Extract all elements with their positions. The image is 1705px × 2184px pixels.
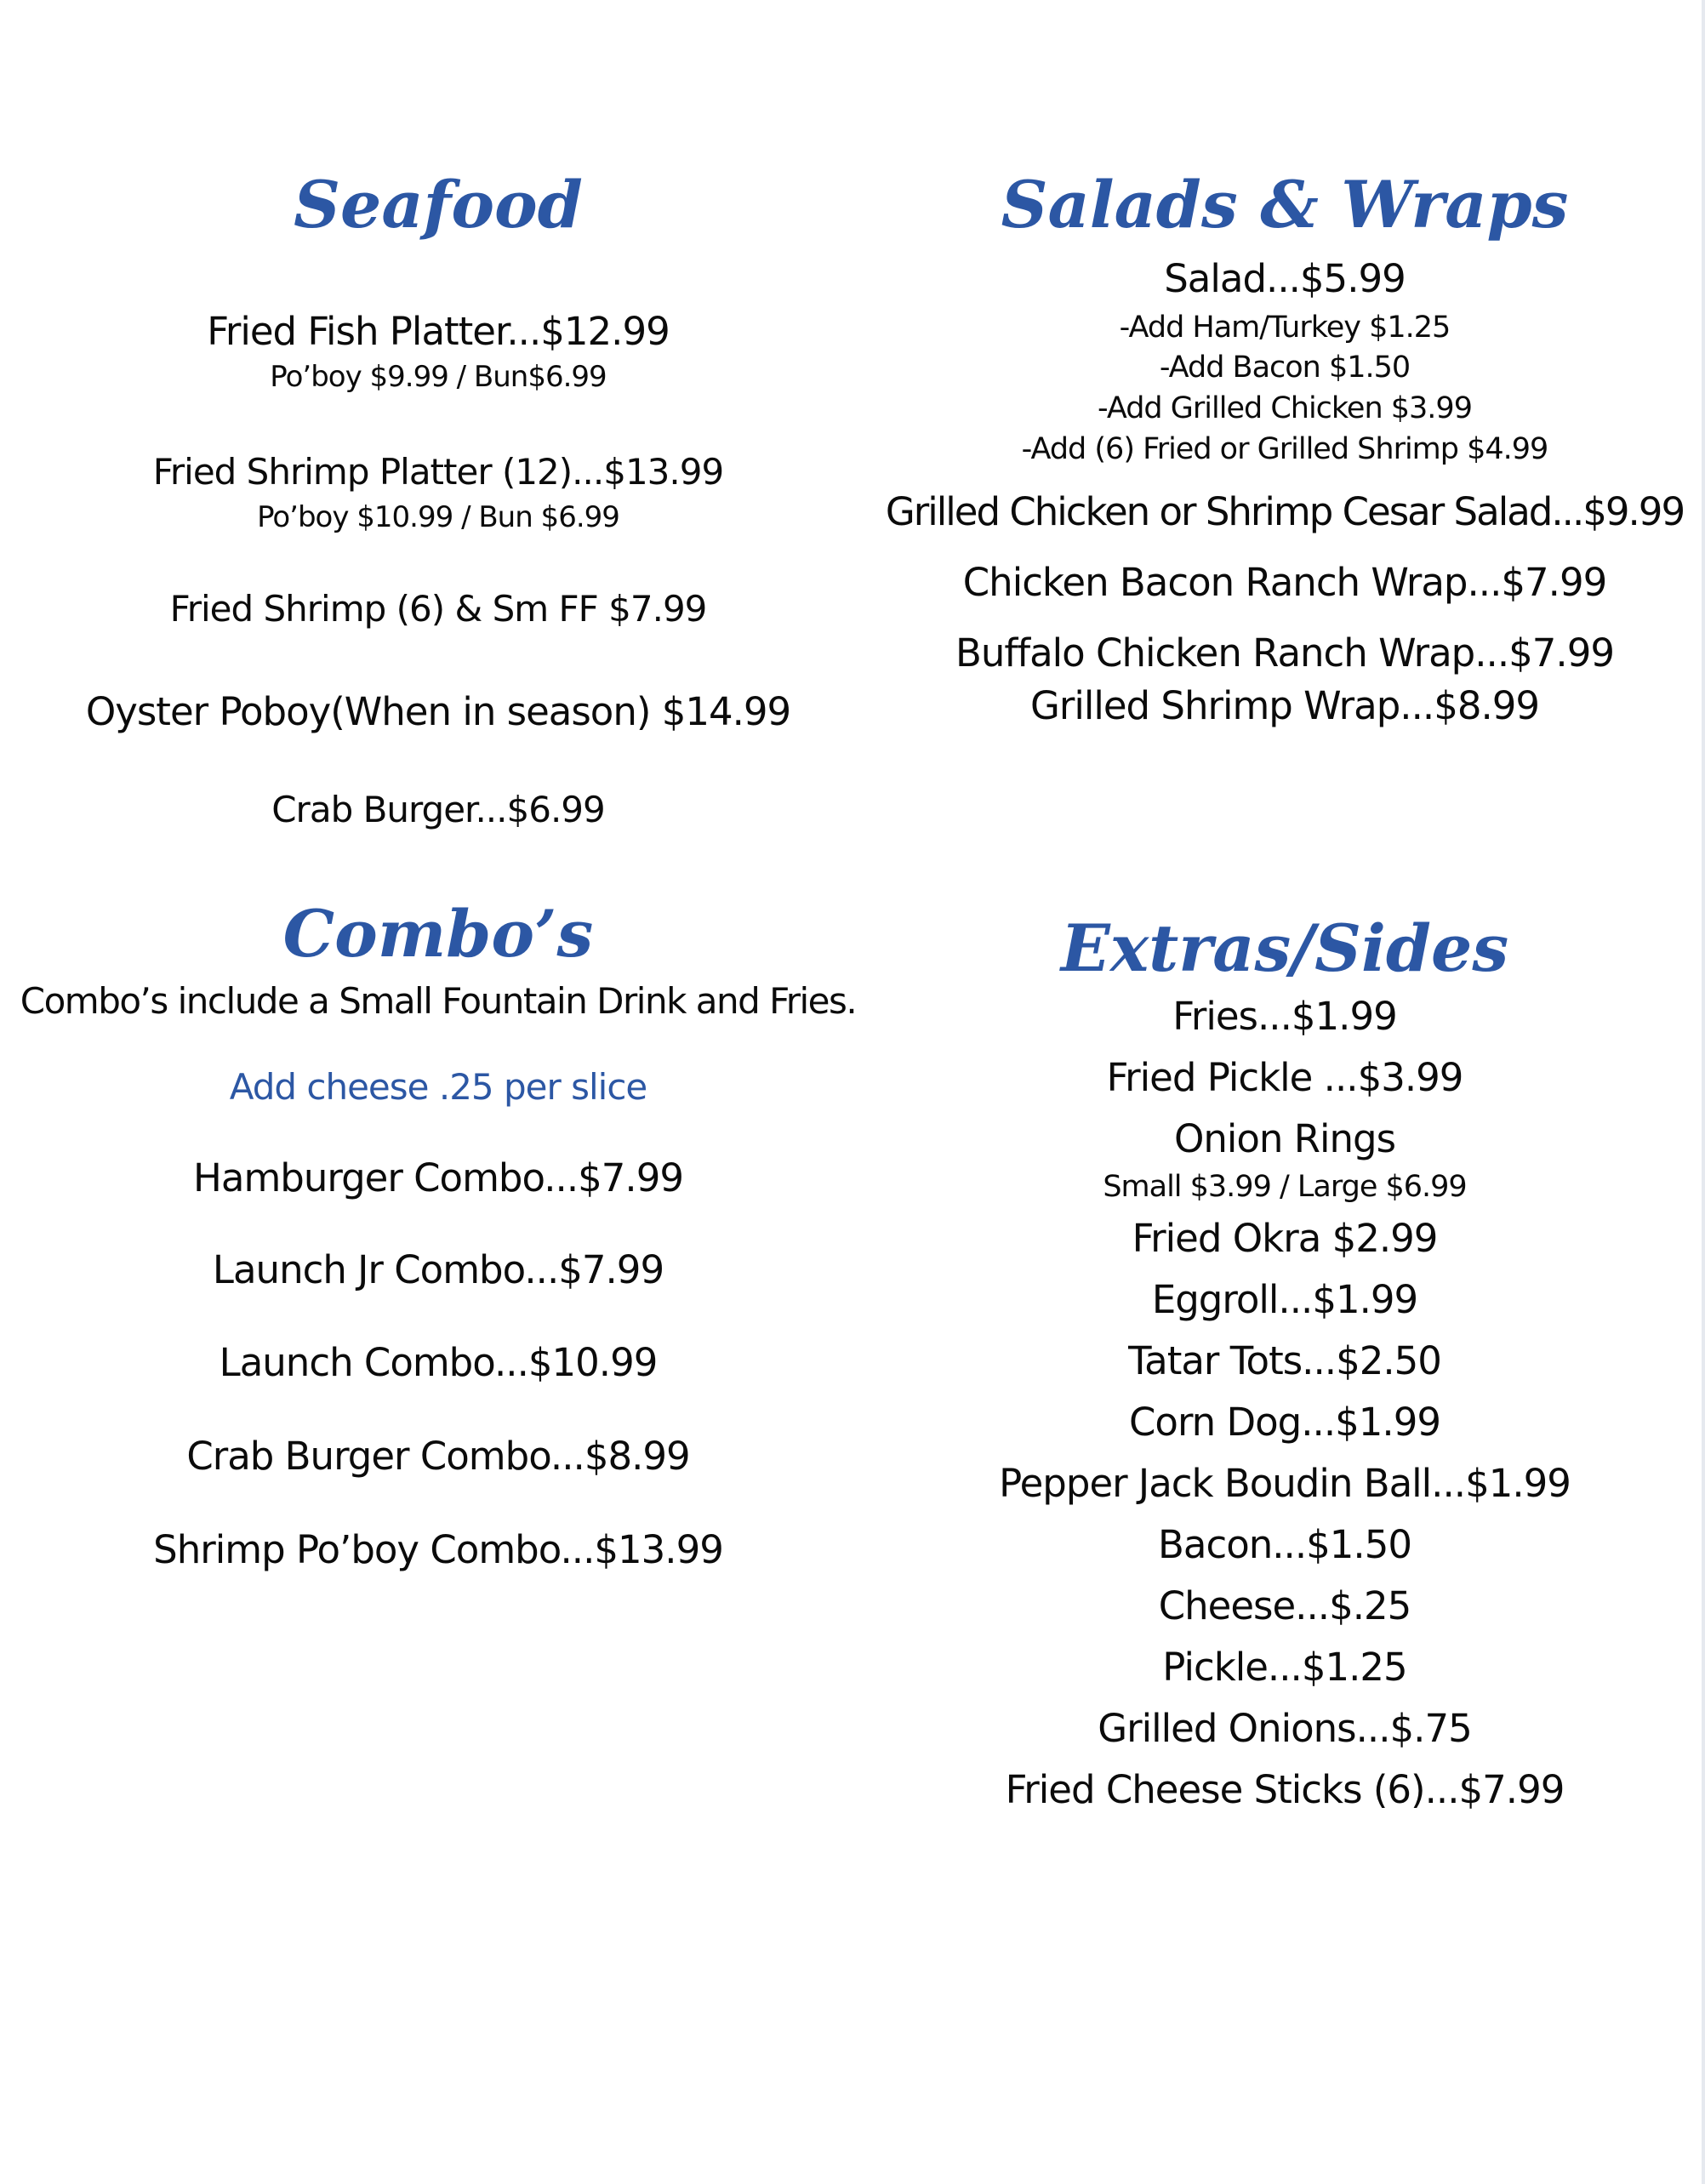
- salads-addon-grilled-chicken: -Add Grilled Chicken $3.99: [1098, 391, 1472, 425]
- extras-item-fried-okra: Fried Okra $2.99: [1132, 1216, 1438, 1261]
- salads-wraps-heading: Salads & Wraps: [1001, 167, 1569, 242]
- seafood-section: [34, 166, 842, 847]
- extras-item-tatar-tots: Tatar Tots...$2.50: [1128, 1338, 1441, 1383]
- salads-item-buffalo-chicken-wrap: Buffalo Chicken Ranch Wrap...$7.99: [955, 630, 1614, 676]
- extras-item-boudin-ball: Pepper Jack Boudin Ball...$1.99: [999, 1461, 1571, 1506]
- extras-item-onion-rings: Onion Rings: [1173, 1116, 1396, 1161]
- salads-item-cesar-salad: Grilled Chicken or Shrimp Cesar Salad...$9.99: [885, 489, 1685, 534]
- combos-heading: Combo’s: [282, 896, 594, 972]
- seafood-item-fried-fish-platter: Fried Fish Platter...$12.99: [207, 309, 670, 354]
- extras-item-cheese: Cheese...$.25: [1158, 1583, 1411, 1628]
- extras-item-pickle: Pickle...$1.25: [1162, 1645, 1407, 1690]
- extras-item-fries: Fries...$1.99: [1172, 994, 1397, 1039]
- combos-item-shrimp-poboy: Shrimp Po’boy Combo...$13.99: [153, 1527, 723, 1572]
- salads-addon-shrimp: -Add (6) Fried or Grilled Shrimp $4.99: [1021, 432, 1548, 466]
- extras-item-grilled-onions: Grilled Onions...$.75: [1098, 1706, 1472, 1751]
- salads-wraps-section: [876, 166, 1693, 744]
- combos-cheese-note: Add cheese .25 per slice: [229, 1066, 647, 1108]
- seafood-item-oyster-poboy: Oyster Poboy(When in season) $14.99: [85, 689, 791, 734]
- seafood-item-fried-shrimp-platter-sub: Po’boy $10.99 / Bun $6.99: [257, 500, 619, 534]
- extras-item-onion-rings-sub: Small $3.99 / Large $6.99: [1103, 1170, 1467, 1204]
- combos-section: [17, 885, 859, 1591]
- salads-addon-bacon: -Add Bacon $1.50: [1159, 351, 1411, 385]
- extras-sides-heading: Extras/Sides: [1060, 910, 1509, 986]
- seafood-item-crab-burger: Crab Burger...$6.99: [271, 789, 605, 830]
- combos-item-crab-burger: Crab Burger Combo...$8.99: [186, 1434, 690, 1479]
- combos-item-hamburger: Hamburger Combo...$7.99: [193, 1155, 683, 1200]
- seafood-item-fried-shrimp-platter: Fried Shrimp Platter (12)...$13.99: [152, 451, 724, 493]
- extras-sides-section: [876, 898, 1693, 1833]
- combos-item-launch-jr: Launch Jr Combo...$7.99: [212, 1247, 664, 1292]
- salads-item-grilled-shrimp-wrap: Grilled Shrimp Wrap...$8.99: [1029, 683, 1540, 728]
- extras-item-fried-cheese-sticks: Fried Cheese Sticks (6)...$7.99: [1005, 1767, 1565, 1812]
- salads-item-salad: Salad...$5.99: [1164, 256, 1406, 301]
- salads-addon-ham-turkey: -Add Ham/Turkey $1.25: [1119, 311, 1451, 345]
- seafood-heading: Seafood: [294, 167, 583, 242]
- extras-item-eggroll: Eggroll...$1.99: [1151, 1277, 1418, 1322]
- salads-item-chicken-bacon-ranch-wrap: Chicken Bacon Ranch Wrap...$7.99: [962, 560, 1607, 605]
- combos-note: Combo’s include a Small Fountain Drink and Fries.: [20, 980, 857, 1022]
- extras-item-fried-pickle: Fried Pickle ...$3.99: [1106, 1055, 1463, 1100]
- page-edge-line: [1702, 0, 1705, 2184]
- extras-item-corn-dog: Corn Dog...$1.99: [1129, 1400, 1440, 1445]
- seafood-item-fried-shrimp-ff: Fried Shrimp (6) & Sm FF $7.99: [169, 588, 707, 630]
- extras-item-bacon: Bacon...$1.50: [1158, 1522, 1411, 1567]
- seafood-item-fried-fish-platter-sub: Po’boy $9.99 / Bun$6.99: [270, 360, 607, 394]
- combos-item-launch: Launch Combo...$10.99: [219, 1340, 658, 1385]
